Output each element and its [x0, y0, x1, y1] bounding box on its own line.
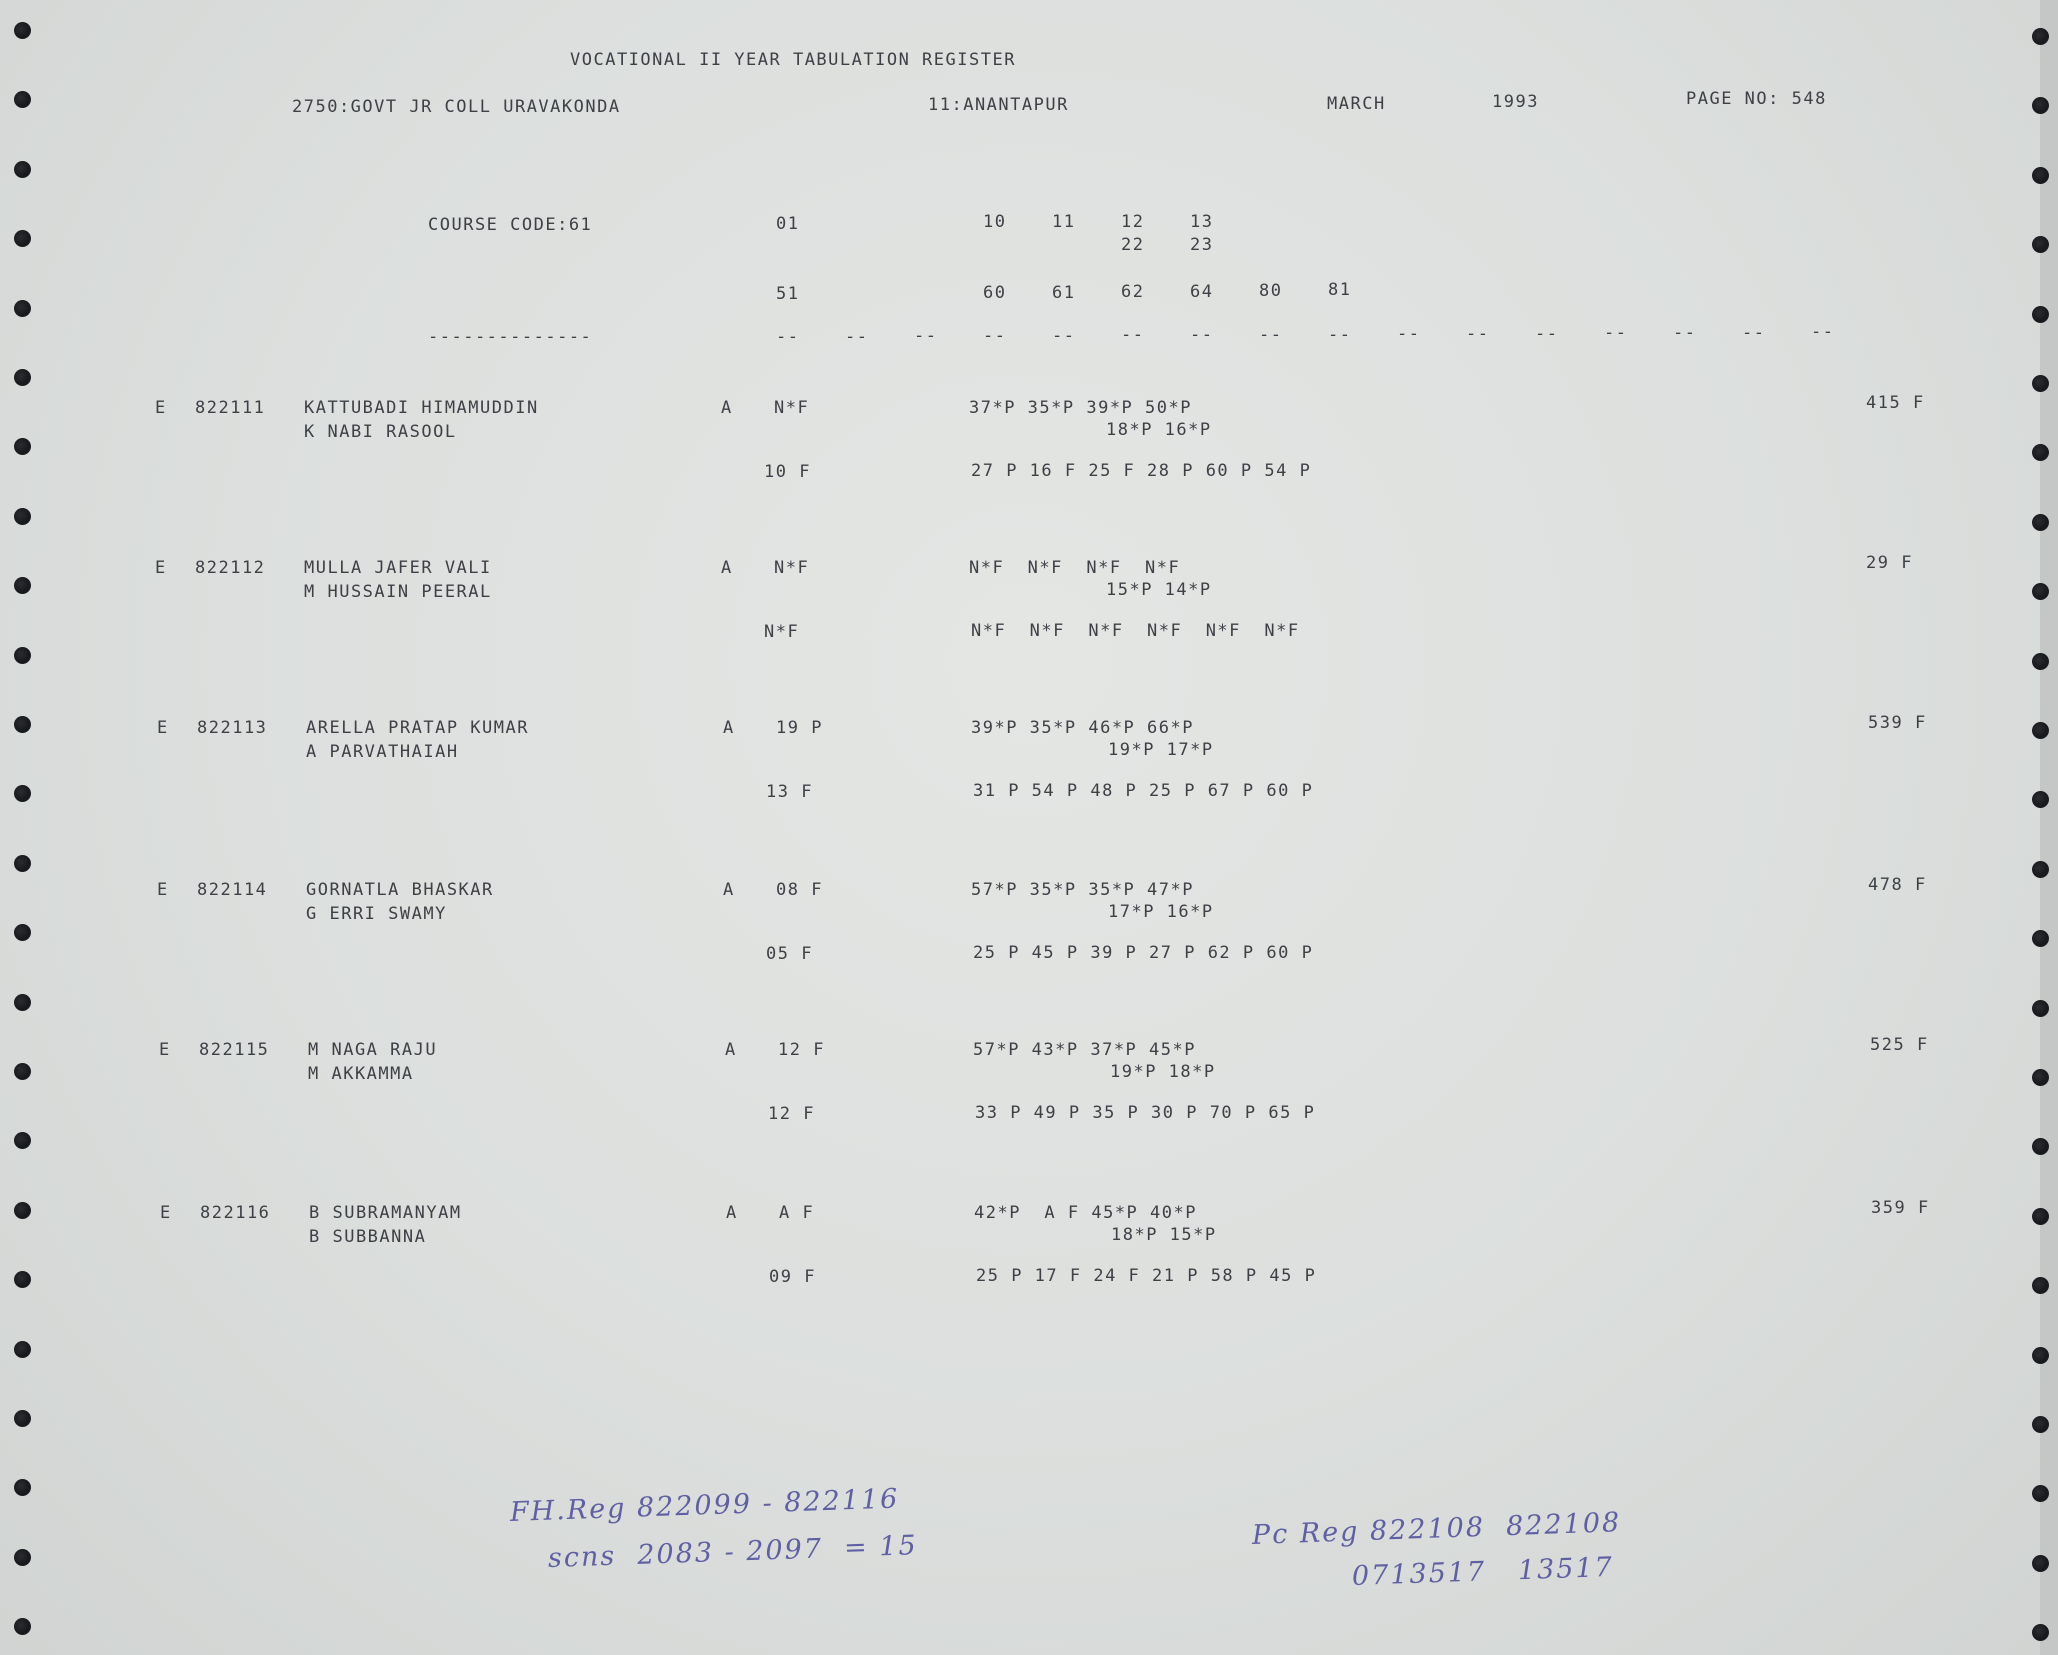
- feed-hole: [2032, 1000, 2049, 1017]
- parent-name: B SUBBANNA: [309, 1227, 427, 1247]
- page-number: PAGE NO: 548: [1686, 89, 1827, 109]
- column-separator: --: [1673, 323, 1697, 343]
- feed-hole: [14, 924, 31, 941]
- marks-first-lang: N*F: [774, 398, 810, 418]
- marks-second-lang: N*F: [764, 622, 800, 642]
- feed-hole: [14, 1618, 31, 1635]
- marks-first-lang: 12 F: [778, 1040, 825, 1060]
- feed-hole: [2032, 236, 2049, 253]
- marks-row-3: N*F N*F N*F N*F N*F N*F: [971, 621, 1300, 641]
- marks-row-3: 31 P 54 P 48 P 25 P 67 P 60 P: [973, 781, 1314, 801]
- feed-hole: [14, 1063, 31, 1080]
- feed-hole: [2032, 1138, 2049, 1155]
- feed-hole: [14, 1271, 31, 1288]
- feed-hole: [2032, 444, 2049, 461]
- subject-code: 80: [1259, 281, 1283, 301]
- district-name: 11:ANANTAPUR: [928, 95, 1069, 115]
- marks-row-2: 18*P 15*P: [1111, 1225, 1217, 1245]
- exam-year: 1993: [1492, 92, 1539, 112]
- column-separator: --: [1466, 324, 1490, 344]
- marks-row-2: 17*P 16*P: [1108, 902, 1214, 922]
- feed-hole: [14, 438, 31, 455]
- feed-hole: [2032, 1347, 2049, 1364]
- feed-hole: [2032, 97, 2049, 114]
- marks-first-lang: N*F: [774, 558, 810, 578]
- feed-hole: [14, 300, 31, 317]
- record-flag: E: [160, 1203, 172, 1223]
- marks-row-1: 39*P 35*P 46*P 66*P: [971, 718, 1194, 738]
- column-separator: --: [1121, 325, 1145, 345]
- total-result: 478 F: [1868, 875, 1927, 895]
- student-name: B SUBRAMANYAM: [309, 1203, 462, 1223]
- marks-second-lang: 10 F: [764, 462, 811, 482]
- feed-hole: [14, 785, 31, 802]
- student-name: KATTUBADI HIMAMUDDIN: [304, 398, 539, 418]
- feed-hole: [14, 508, 31, 525]
- register-title: VOCATIONAL II YEAR TABULATION REGISTER: [570, 50, 1016, 70]
- feed-hole: [14, 577, 31, 594]
- marks-row-1: 57*P 35*P 35*P 47*P: [971, 880, 1194, 900]
- handwritten-note: scns 2083 - 2097 = 15: [547, 1530, 919, 1574]
- feed-hole: [2032, 1416, 2049, 1433]
- feed-hole: [2032, 167, 2049, 184]
- parent-name: G ERRI SWAMY: [306, 904, 447, 924]
- parent-name: M AKKAMMA: [308, 1064, 414, 1084]
- subject-code: 12: [1121, 212, 1145, 232]
- student-name: GORNATLA BHASKAR: [306, 880, 494, 900]
- feed-hole: [14, 855, 31, 872]
- subject-code: 13: [1190, 212, 1214, 232]
- record-flag: E: [159, 1040, 171, 1060]
- register-number: 822114: [197, 880, 268, 900]
- student-name: M NAGA RAJU: [308, 1040, 438, 1060]
- feed-hole: [2032, 1208, 2049, 1225]
- grade-letter: A: [721, 558, 733, 578]
- marks-second-lang: 09 F: [769, 1267, 816, 1287]
- total-result: 29 F: [1866, 553, 1913, 573]
- column-separator: --: [1811, 322, 1835, 342]
- grade-letter: A: [723, 880, 735, 900]
- parent-name: A PARVATHAIAH: [306, 742, 459, 762]
- register-number: 822116: [200, 1203, 271, 1223]
- register-number: 822113: [197, 718, 268, 738]
- register-number: 822111: [195, 398, 266, 418]
- feed-hole: [14, 230, 31, 247]
- subject-code: 60: [983, 283, 1007, 303]
- marks-row-3: 25 P 17 F 24 F 21 P 58 P 45 P: [976, 1266, 1317, 1286]
- column-separator: --: [914, 326, 938, 346]
- marks-row-2: 15*P 14*P: [1106, 580, 1212, 600]
- feed-hole: [2032, 583, 2049, 600]
- student-name: MULLA JAFER VALI: [304, 558, 492, 578]
- feed-hole: [14, 647, 31, 664]
- feed-hole: [2032, 306, 2049, 323]
- handwritten-note: FH.Reg 822099 - 822116: [509, 1483, 900, 1528]
- feed-hole: [2032, 375, 2049, 392]
- student-name: ARELLA PRATAP KUMAR: [306, 718, 529, 738]
- feed-hole: [14, 1410, 31, 1427]
- feed-hole: [2032, 1485, 2049, 1502]
- total-result: 359 F: [1871, 1198, 1930, 1218]
- column-separator: --: [1742, 323, 1766, 343]
- feed-hole: [2032, 930, 2049, 947]
- feed-hole: [2032, 28, 2049, 45]
- register-number: 822115: [199, 1040, 270, 1060]
- subject-code: 64: [1190, 282, 1214, 302]
- marks-second-lang: 13 F: [766, 782, 813, 802]
- marks-row-1: 37*P 35*P 39*P 50*P: [969, 398, 1192, 418]
- feed-hole: [2032, 791, 2049, 808]
- handwritten-note: 0713517 13517: [1351, 1551, 1615, 1592]
- marks-row-1: 42*P A F 45*P 40*P: [974, 1203, 1197, 1223]
- marks-row-3: 27 P 16 F 25 F 28 P 60 P 54 P: [971, 461, 1312, 481]
- subject-code: 51: [776, 284, 800, 304]
- total-result: 539 F: [1868, 713, 1927, 733]
- subject-code: 01: [776, 214, 800, 234]
- column-separator: --: [1397, 324, 1421, 344]
- marks-first-lang: 08 F: [776, 880, 823, 900]
- grade-letter: A: [721, 398, 733, 418]
- subject-code: 22: [1121, 235, 1145, 255]
- parent-name: K NABI RASOOL: [304, 422, 457, 442]
- marks-row-1: 57*P 43*P 37*P 45*P: [973, 1040, 1196, 1060]
- column-separator: --: [776, 327, 800, 347]
- feed-hole: [14, 22, 31, 39]
- parent-name: M HUSSAIN PEERAL: [304, 582, 492, 602]
- feed-hole: [14, 1341, 31, 1358]
- feed-hole: [14, 716, 31, 733]
- column-separator: --: [1535, 324, 1559, 344]
- feed-hole: [2032, 514, 2049, 531]
- register-number: 822112: [195, 558, 266, 578]
- column-separator: --: [983, 326, 1007, 346]
- course-underline: --------------: [428, 327, 593, 347]
- subject-code: 10: [983, 212, 1007, 232]
- feed-hole: [14, 994, 31, 1011]
- column-separator: --: [1259, 325, 1283, 345]
- column-separator: --: [1604, 323, 1628, 343]
- column-separator: --: [1052, 326, 1076, 346]
- feed-hole: [14, 1479, 31, 1496]
- feed-hole: [14, 1549, 31, 1566]
- handwritten-note: Pc Reg 822108 822108: [1251, 1507, 1622, 1551]
- feed-hole: [2032, 653, 2049, 670]
- record-flag: E: [157, 880, 169, 900]
- subject-code: 81: [1328, 280, 1352, 300]
- total-result: 415 F: [1866, 393, 1925, 413]
- grade-letter: A: [726, 1203, 738, 1223]
- column-separator: --: [1328, 325, 1352, 345]
- feed-hole: [14, 369, 31, 386]
- college-name: 2750:GOVT JR COLL URAVAKONDA: [292, 97, 621, 117]
- tractor-feed-right: [1998, 0, 2058, 1655]
- total-result: 525 F: [1870, 1035, 1929, 1055]
- feed-hole: [2032, 722, 2049, 739]
- feed-hole: [14, 91, 31, 108]
- feed-hole: [2032, 1069, 2049, 1086]
- marks-row-3: 33 P 49 P 35 P 30 P 70 P 65 P: [975, 1103, 1316, 1123]
- column-separator: --: [845, 327, 869, 347]
- feed-hole: [2032, 1624, 2049, 1641]
- marks-row-2: 19*P 18*P: [1110, 1062, 1216, 1082]
- marks-second-lang: 12 F: [768, 1104, 815, 1124]
- feed-hole: [2032, 1277, 2049, 1294]
- course-code: COURSE CODE:61: [428, 215, 593, 235]
- feed-hole: [14, 1132, 31, 1149]
- tractor-feed-left: [0, 0, 60, 1655]
- grade-letter: A: [725, 1040, 737, 1060]
- record-flag: E: [155, 558, 167, 578]
- marks-first-lang: 19 P: [776, 718, 823, 738]
- marks-row-3: 25 P 45 P 39 P 27 P 62 P 60 P: [973, 943, 1314, 963]
- feed-hole: [14, 161, 31, 178]
- subject-code: 11: [1052, 212, 1076, 232]
- grade-letter: A: [723, 718, 735, 738]
- feed-hole: [2032, 861, 2049, 878]
- record-flag: E: [157, 718, 169, 738]
- record-flag: E: [155, 398, 167, 418]
- marks-row-2: 19*P 17*P: [1108, 740, 1214, 760]
- feed-hole: [14, 1202, 31, 1219]
- marks-row-2: 18*P 16*P: [1106, 420, 1212, 440]
- marks-first-lang: A F: [779, 1203, 815, 1223]
- feed-hole: [2032, 1555, 2049, 1572]
- subject-code: 23: [1190, 235, 1214, 255]
- marks-row-1: N*F N*F N*F N*F: [969, 558, 1181, 578]
- column-separator: --: [1190, 325, 1214, 345]
- subject-code: 61: [1052, 283, 1076, 303]
- exam-month: MARCH: [1327, 94, 1386, 114]
- marks-second-lang: 05 F: [766, 944, 813, 964]
- subject-code: 62: [1121, 282, 1145, 302]
